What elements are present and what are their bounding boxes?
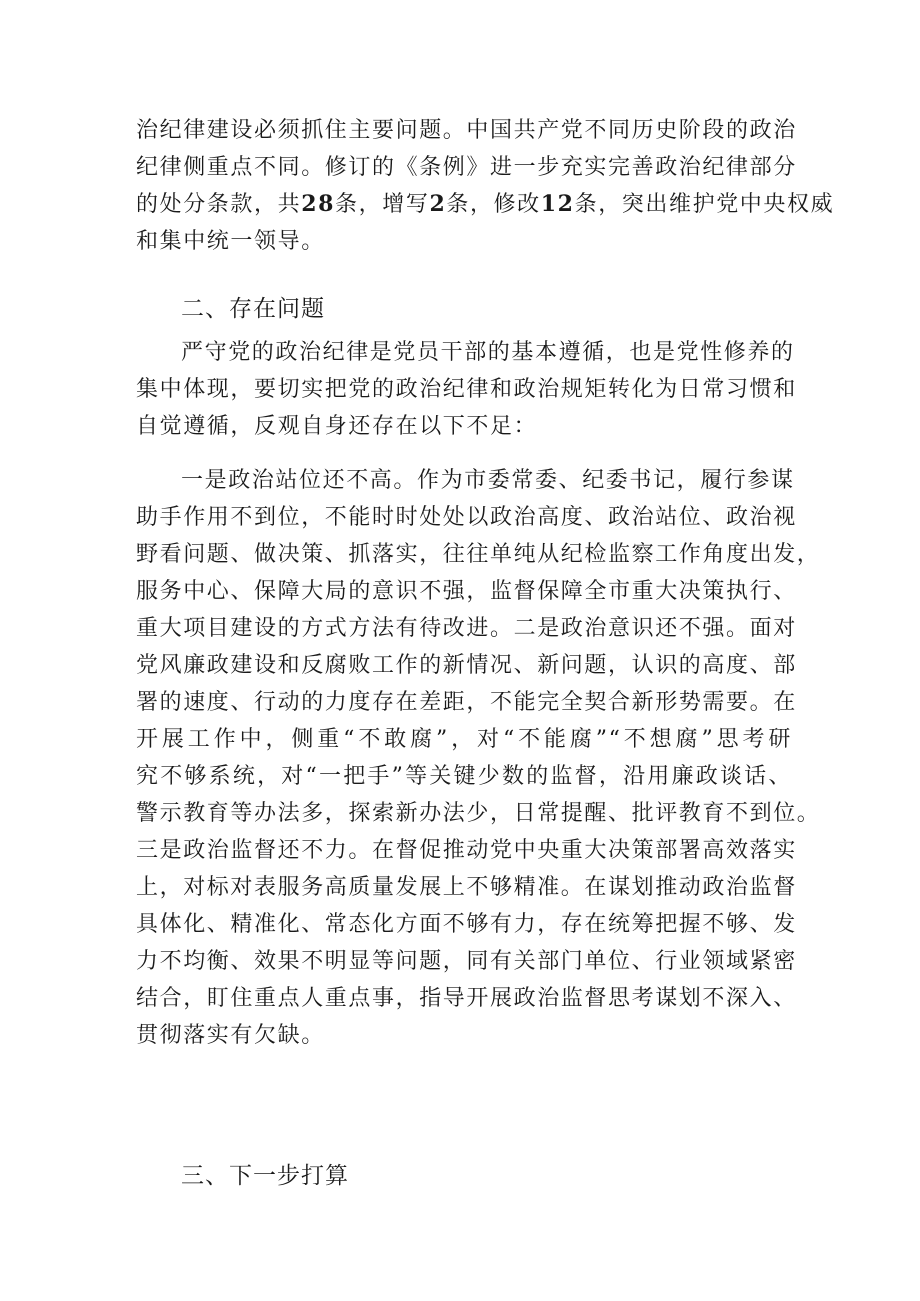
text-line: 和集中统一领导。 [136,229,325,254]
text-line [136,186,835,223]
text-segment: 的处分条款，共 [136,192,302,217]
text-line: 党风廉政建设和反腐败工作的新情况、新问题，认识的高度、部 [136,653,797,678]
number-28: 28 [301,191,336,217]
text-line: 警示教育等办法多，探索新办法少，日常提醒、批评教育不到位。 [136,801,821,826]
text-line: 野看问题、做决策、抓落实，往往单纯从纪检监察工作角度出发， [136,542,821,567]
text-line: 纪律侧重点不同。修订的《条例》进一步充实完善政治纪律部分 [136,155,797,180]
text-line: 治纪律建设必须抓住主要问题。中国共产党不同历史阶段的政治 [136,118,797,143]
text-segment: 条，突出维护党中央权威 [574,192,835,217]
text-line: 究不够系统，对“一把手”等关键少数的监督，沿用廉政谈话、 [136,764,792,789]
text-line: 贯彻落实有欠缺。 [136,1023,325,1048]
text-line: 一是政治站位还不高。作为市委常委、纪委书记，履行参谋 [181,468,795,493]
text-line: 重大项目建设的方式方法有待改进。二是政治意识还不强。面对 [136,616,797,641]
text-line: 结合，盯住重点人重点事，指导开展政治监督思考谋划不深入、 [136,986,797,1011]
section-heading-issues: 二、存在问题 [181,296,325,322]
text-line: 自觉遵循，反观自身还存在以下不足： [136,414,538,439]
text-line: 具体化、精准化、常态化方面不够有力，存在统筹把握不够、发 [136,912,797,937]
text-line: 署的速度、行动的力度存在差距，不能完全契合新形势需要。在 [136,690,797,715]
text-segment: 条，增写 [335,192,430,217]
text-line: 服务中心、保障大局的意识不强，监督保障全市重大决策执行、 [136,579,797,604]
section-heading-next-steps: 三、下一步打算 [181,1163,349,1189]
text-line: 力不均衡、效果不明显等问题，同有关部门单位、行业领域紧密 [136,949,797,974]
number-2: 2 [429,191,447,217]
text-line: 三是政治监督还不力。在督促推动党中央重大决策部署高效落实 [136,838,797,863]
text-line: 严守党的政治纪律是党员干部的基本遵循，也是党性修养的 [181,340,795,365]
text-line: 上，对标对表服务高质量发展上不够精准。在谋划推动政治监督 [136,875,797,900]
paragraph-overview [136,334,797,445]
number-12: 12 [540,191,575,217]
text-line: 集中体现，要切实把党的政治纪律和政治规矩转化为日常习惯和 [136,377,797,402]
paragraph-shortcomings [136,462,821,1054]
paragraph-intro [136,112,835,260]
text-segment: 条，修改 [446,192,541,217]
text-line: 开展工作中，侧重“不敢腐”，对“不能腐”“不想腐”思考研 [136,727,792,752]
text-line: 助手作用不到位，不能时时处处以政治高度、政治站位、政治视 [136,505,797,530]
